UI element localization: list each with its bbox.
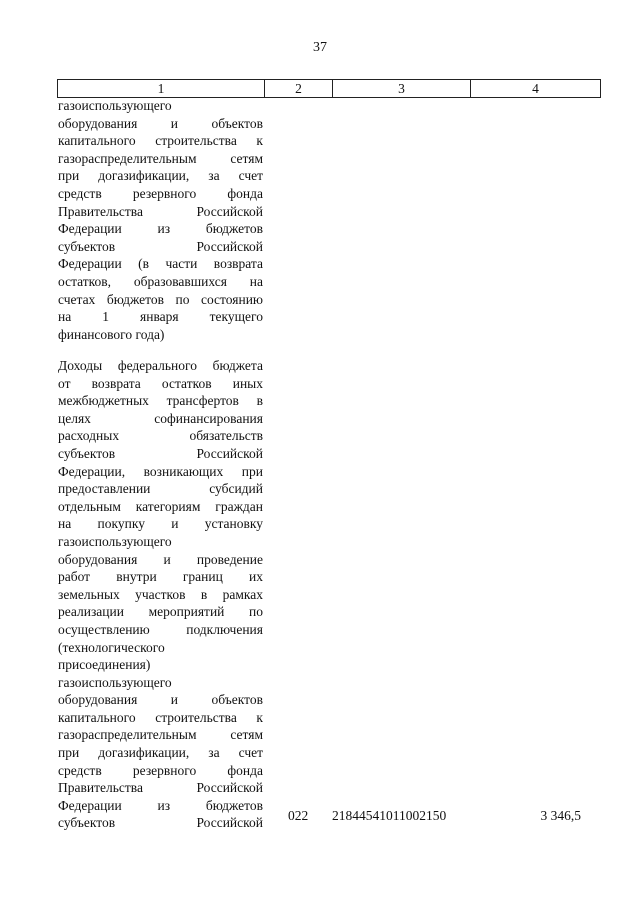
entry2-line: средств резервного фонда bbox=[58, 762, 263, 778]
entry2-line: Федерации, возникающих при bbox=[58, 463, 263, 479]
column-header-2: 2 bbox=[265, 80, 333, 98]
entry2-line: расходных обязательств bbox=[58, 428, 263, 444]
entry1-line: Правительства Российской bbox=[58, 203, 263, 219]
entry1-line: субъектов Российской bbox=[58, 238, 263, 254]
entry1-line: счетах бюджетов по состоянию bbox=[58, 291, 263, 307]
entry2-line: на покупку и установку bbox=[58, 516, 263, 532]
entry1-line: Федерации из бюджетов bbox=[58, 221, 263, 237]
entry2-line: (технологического bbox=[58, 639, 165, 655]
entry2-line: работ внутри границ их bbox=[58, 569, 263, 585]
column-header-1: 1 bbox=[58, 80, 265, 98]
entry1-description bbox=[58, 97, 263, 343]
column-header-4: 4 bbox=[471, 80, 601, 98]
column-header-row bbox=[58, 80, 601, 98]
column-header-3: 3 bbox=[333, 80, 471, 98]
entry2-line: оборудования и проведение bbox=[58, 551, 263, 567]
entry2-line: отдельным категориям граждан bbox=[58, 498, 263, 514]
entry1-line: финансового года) bbox=[58, 326, 165, 342]
entry2-amount: 3 346,5 bbox=[540, 808, 581, 823]
entry2-line: предоставлении субсидий bbox=[58, 481, 263, 497]
entry2-line: Федерации из бюджетов bbox=[58, 797, 263, 813]
entry2-line: оборудования и объектов bbox=[58, 692, 263, 708]
entry2-line: осуществлению подключения bbox=[58, 621, 263, 637]
entry2-line: Правительства Российской bbox=[58, 780, 263, 796]
page-number: 37 bbox=[313, 40, 327, 55]
entry2-line: Доходы федерального бюджета bbox=[58, 358, 263, 373]
entry2-line: субъектов Российской bbox=[58, 445, 263, 461]
entry2-line: реализации мероприятий по bbox=[58, 604, 263, 620]
column-header-table bbox=[57, 79, 601, 98]
entry1-line: на 1 января текущего bbox=[58, 309, 263, 325]
entry2-line: земельных участков в рамках bbox=[58, 586, 263, 602]
entry2-line: газоиспользующего bbox=[58, 533, 172, 549]
entry2-line: субъектов Российской bbox=[58, 815, 263, 831]
entry1-line: остатков, образовавшихся на bbox=[58, 273, 263, 289]
entry1-line: Федерации (в части возврата bbox=[58, 256, 263, 272]
entry1-line: при догазификации, за счет bbox=[58, 168, 263, 184]
entry2-line: газораспределительным сетям bbox=[58, 727, 263, 743]
entry1-line: средств резервного фонда bbox=[58, 185, 263, 201]
entry1-line: газоиспользующего bbox=[58, 98, 172, 113]
entry2-line: газоиспользующего bbox=[58, 674, 172, 690]
entry1-line: капитального строительства к bbox=[58, 133, 263, 149]
entry2-line: межбюджетных трансфертов в bbox=[58, 393, 263, 409]
entry1-line: оборудования и объектов bbox=[58, 115, 263, 131]
entry2-admin-code: 022 bbox=[288, 808, 309, 823]
entry1-line: газораспределительным сетям bbox=[58, 150, 263, 166]
entry2-description bbox=[58, 357, 263, 832]
entry2-line: капитального строительства к bbox=[58, 709, 263, 725]
entry2-line: целях софинансирования bbox=[58, 410, 263, 426]
entry2-line: от возврата остатков иных bbox=[58, 375, 263, 391]
entry2-classification-code: 21844541011002150 bbox=[332, 808, 447, 823]
entry2-line: при догазификации, за счет bbox=[58, 745, 263, 761]
entry2-line: присоединения) bbox=[58, 657, 151, 673]
